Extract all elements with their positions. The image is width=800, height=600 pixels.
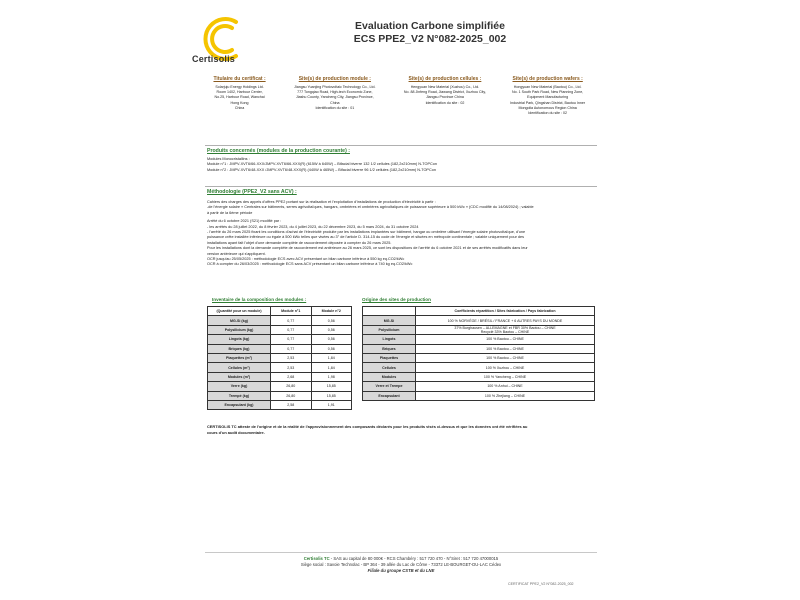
methodology-line: OCR jusqu'au 25/05/2025 : méthodologie ECS avec ACV présentant un bilan carbone inférieur à 550 kg eq.CO2/kWc (207, 257, 405, 262)
inventory-title: Inventaire de la composition des modules : (212, 297, 307, 302)
methodology-line: - les arrêtés du 28 juillet 2022, du 8 février 2023, du 4 juillet 2023, du 22 décembre 2023, du 5 mars 2024, du 31 octobre 2024 (207, 224, 419, 229)
products-line: Module n°1 : JMPV-XVT6/66-XXX/JMPV-XVT6/66-XXX(R) (615W à 640W) – Bifacial biverre 132 1/2 cellules (182,2x210mm) N-TOPCon (207, 162, 437, 167)
site-line: Industrial Park, Qingshan District, Baotou Inner (510, 100, 586, 105)
site-header: Site(s) de production module : (298, 76, 371, 82)
table-cell: 1,84 (311, 363, 352, 372)
products-title: Produits concernés (modules de la production courante) : (207, 148, 350, 154)
footer-company: Certisolis TC (303, 556, 330, 561)
table-row (363, 316, 595, 325)
site-line: Equipment Manufacturing (527, 95, 569, 100)
table-row (208, 353, 352, 362)
table-cell: 2,53 (271, 353, 312, 362)
table-cell: Briques (kg) (208, 344, 271, 353)
site-header: Titulaire du certificat : (213, 76, 266, 82)
site-line: Jiangsu Province China (426, 95, 464, 100)
sites-block (205, 76, 597, 116)
table-cell: 0,56 (311, 344, 352, 353)
methodology-line: - l'arrêté du 26 mars 2025 fixant les conditions d'achat de l'électricité produite par les installations implantées sur bâtiment, hangar ou ombrière utilisant l'énergie solaire photovoltaïque, d'une (207, 230, 526, 235)
table-row (208, 372, 352, 381)
separator (205, 186, 597, 187)
site-column (278, 76, 392, 116)
site-header: Site(s) de production wafers : (512, 76, 583, 82)
table-cell: 100 % Baotou – CHINE (416, 335, 595, 344)
methodology-title: Méthodologie (PPE2_V2 sans ACV) : (207, 189, 297, 195)
separator (205, 145, 597, 146)
table-row (363, 325, 595, 334)
table-cell: Plaquettes (363, 353, 416, 362)
table-header-cell: (Quantité pour un module) (208, 307, 271, 316)
logo-text: Certisolis (192, 54, 236, 64)
table-cell: 0,56 (311, 335, 352, 344)
table-cell: Lingots (363, 335, 416, 344)
site-line: Jiangsu Yuanjing Photovoltaic Technology Co., Ltd. (294, 85, 376, 89)
products-text (207, 157, 597, 173)
table-row (208, 382, 352, 391)
table-cell: 0,77 (271, 316, 312, 325)
table-cell: Encapsulant (363, 391, 416, 400)
table-row (363, 335, 595, 344)
site-line: Identification du site : 01 (315, 105, 355, 110)
table-cell: 0,77 (271, 325, 312, 334)
footer-separator (205, 552, 597, 553)
table-cell: 100 % Baotou – CHINE (416, 353, 595, 362)
table-cell: Cellules (363, 363, 416, 372)
table-cell: 0,56 (311, 325, 352, 334)
table-cell: 2,58 (271, 400, 312, 409)
table-cell: MG-Si (kg) (208, 316, 271, 325)
table-cell: Modules (m²) (208, 372, 271, 381)
table-cell: Verre et Trempe (363, 382, 416, 391)
methodology-line: puissance crête installée inférieure ou égale à 500 kWc telles que visées au 3° de l'article D. 314-15 du code de l'énergie et situées en métropole continentale ; valable uniquement pour des (207, 235, 525, 240)
site-column (205, 76, 274, 116)
site-line: Hengyuan New Material (Xuzhou) Co., Ltd. (410, 85, 480, 89)
site-line: China (234, 105, 245, 110)
table-cell: 100 % Zhejiang – CHINE (416, 391, 595, 400)
table-cell: Polysilicium (363, 325, 416, 334)
site-line: No.25, Harbour Road, Wanchai (214, 95, 265, 100)
methodology-line: Pour les installations dont la demande complète de raccordement est antérieure au 26 mars 2025, ce sont les dispositions de l'arrêté du 6 octobre 2021 et de ses arrêtés modificatifs dans leur (207, 246, 528, 251)
table-row (363, 353, 595, 362)
table-cell: 15,85 (311, 382, 352, 391)
site-line: 777 Tongqiao Road, High-tech Economic Zone, (297, 90, 373, 95)
table-header-cell: Coefficients répartition / Sites fabrication / Pays fabrication (416, 307, 595, 316)
footer-line-3: Filiale du groupe CSTB et du LNE (367, 568, 435, 573)
table-row (208, 325, 352, 334)
table-header-row (208, 307, 352, 316)
table-cell: 100 % Yancheng – CHINE (416, 372, 595, 381)
site-line: No. 88 Jinfeng Road, Jiawang District, Xuzhou City, (403, 90, 486, 95)
site-line: Mongolia Autonomous Region China (518, 105, 577, 110)
document-title: Evaluation Carbone simplifiée (355, 20, 505, 32)
table-cell: 37% Burghausen – ALLEMAGNE et FBR 30% Baotou – CHINE Recyclé 33% Baotou – CHINE (416, 325, 595, 334)
table-header-row (363, 307, 595, 316)
origin-title: Origine des sites de production (362, 297, 431, 302)
origin-table (362, 306, 595, 401)
site-line: Identification du site : 02 (528, 111, 568, 116)
table-cell: 2,68 (271, 372, 312, 381)
table-cell: 1,98 (311, 372, 352, 381)
table-cell: 0,77 (271, 344, 312, 353)
methodology-line: OCR à compter du 26/03/2025 : méthodologie ECS sans ACV présentant un bilan carbone inférieur à 740 kg eq.CO2/kWc (207, 262, 413, 267)
table-row (208, 335, 352, 344)
site-line: Room 1402, Harbour Center, (216, 90, 263, 95)
table-cell: Encapsulant (kg) (208, 400, 271, 409)
products-line: Modules Monocristallins : (207, 157, 250, 161)
table-cell: 26,80 (271, 382, 312, 391)
attestation-line: CERTISOLIS TC atteste de l'origine et de la réalité de l'approvisionnement des composants déclarés pour les produits visés ci-dessus et que les données ont été vérifiées au (207, 424, 528, 429)
table-cell: Plaquettes (m²) (208, 353, 271, 362)
table-row (363, 372, 595, 381)
table-cell: 100 % Baotou – CHINE (416, 344, 595, 353)
table-cell: Lingots (kg) (208, 335, 271, 344)
attestation-line: cours d'un audit documentaire. (207, 429, 265, 435)
table-row (363, 344, 595, 353)
site-line: Hongyuan New Material (Baotou) Co., Ltd. (513, 85, 582, 89)
table-header-cell: Module n°1 (271, 307, 312, 316)
table-cell: 100 % Xuzhou – CHINE (416, 363, 595, 372)
table-cell: Verre (kg) (208, 382, 271, 391)
products-line: Module n°2 : JMPV-XVT6/48-XXX /JMPV-XVT6/48-XXX(R) (440W à 465W) – Bifacial biverre 96 1/2 cellules (182,2x210mm) N-TOPCon (207, 167, 436, 172)
table-cell: 1,91 (311, 400, 352, 409)
site-line: Identification du site : 02 (425, 100, 465, 105)
table-cell: 15,85 (311, 391, 352, 400)
table-cell: Polysilicium (kg) (208, 325, 271, 334)
methodology-line: installations ayant fait l'objet d'une demande complète de raccordement déposée à compter du 26 mars 2025. (207, 240, 392, 245)
table-cell: 100 % Anhui – CHINE (416, 382, 595, 391)
methodology-section (207, 189, 597, 268)
inventory-table (207, 306, 352, 410)
site-line: Solarjuju Energy Holdings Ltd. (215, 85, 264, 89)
site-column (498, 76, 597, 116)
table-row (363, 391, 595, 400)
products-section (207, 148, 597, 173)
certificate-reference: CERTIFICAT PPE2_V2 N°082-2025_002 (508, 582, 574, 586)
table-row (363, 382, 595, 391)
table-header-cell (363, 307, 416, 316)
table-cell: Cellules (m²) (208, 363, 271, 372)
table-cell: 100 % NORVÈGE / BRÉSIL / FRANCE + 6 AUTRES PAYS DU MONDE (416, 316, 595, 325)
methodology-line: -de l'énergie solaire « Centrales sur bâtiments, serres agrivoltaïques, hangars, ombrières et ombrières agrivoltaïques de puissance supérieure à 500 kWc » (CDC modifié du 14/08/2024) ; valable (207, 205, 534, 210)
document-subtitle: ECS PPE2_V2 N°082-2025_002 (353, 33, 507, 45)
table-cell: Trempé (kg) (208, 391, 271, 400)
table-row (208, 400, 352, 409)
site-column (396, 76, 495, 116)
footer-legal: - SAS au capital de 80 000€ - RCS Chambéry : 517 720 470 - N°Siret : 517 720 47000015 (329, 556, 499, 561)
footer (205, 556, 597, 574)
table-cell: 0,56 (311, 316, 352, 325)
table-cell: 2,53 (271, 363, 312, 372)
table-row (208, 316, 352, 325)
methodology-line: Arrêté du 6 octobre 2021 (S21) modifié par : (207, 219, 282, 224)
table-row (208, 344, 352, 353)
methodology-line: Cahiers des charges des appels d'offres PPE2 portant sur la réalisation et l'exploitation d'installations de production d'électricité à partir : (207, 200, 436, 204)
methodology-line: version antérieure qui s'appliquent. (207, 251, 266, 256)
table-cell: 0,77 (271, 335, 312, 344)
methodology-text (207, 200, 597, 268)
site-line: No. 1 South Park Road, New Planning Zone, (511, 90, 584, 95)
methodology-line: à partir de la 6ème période (207, 210, 253, 215)
site-header: Site(s) de production cellules : (408, 76, 482, 82)
table-row (208, 391, 352, 400)
table-cell: MG-Si (363, 316, 416, 325)
table-row (363, 363, 595, 372)
table-header-cell: Module n°2 (311, 307, 352, 316)
table-cell: Briques (363, 344, 416, 353)
table-cell: 1,84 (311, 353, 352, 362)
site-line: Jiashu County, Yancheng City, Jiangsu Province, (296, 95, 374, 100)
table-row (208, 363, 352, 372)
footer-line-2: Siège social : Savoie Technolac - BP 364 - 39 allée du Lac de Côme - 73372 LE-BOURGET-DU-LAC Cédex (300, 562, 502, 567)
table-cell: Modules (363, 372, 416, 381)
attestation-text (207, 424, 597, 435)
site-line: Hong Kong (230, 100, 249, 105)
table-cell: 26,80 (271, 391, 312, 400)
site-line: China (330, 100, 340, 105)
